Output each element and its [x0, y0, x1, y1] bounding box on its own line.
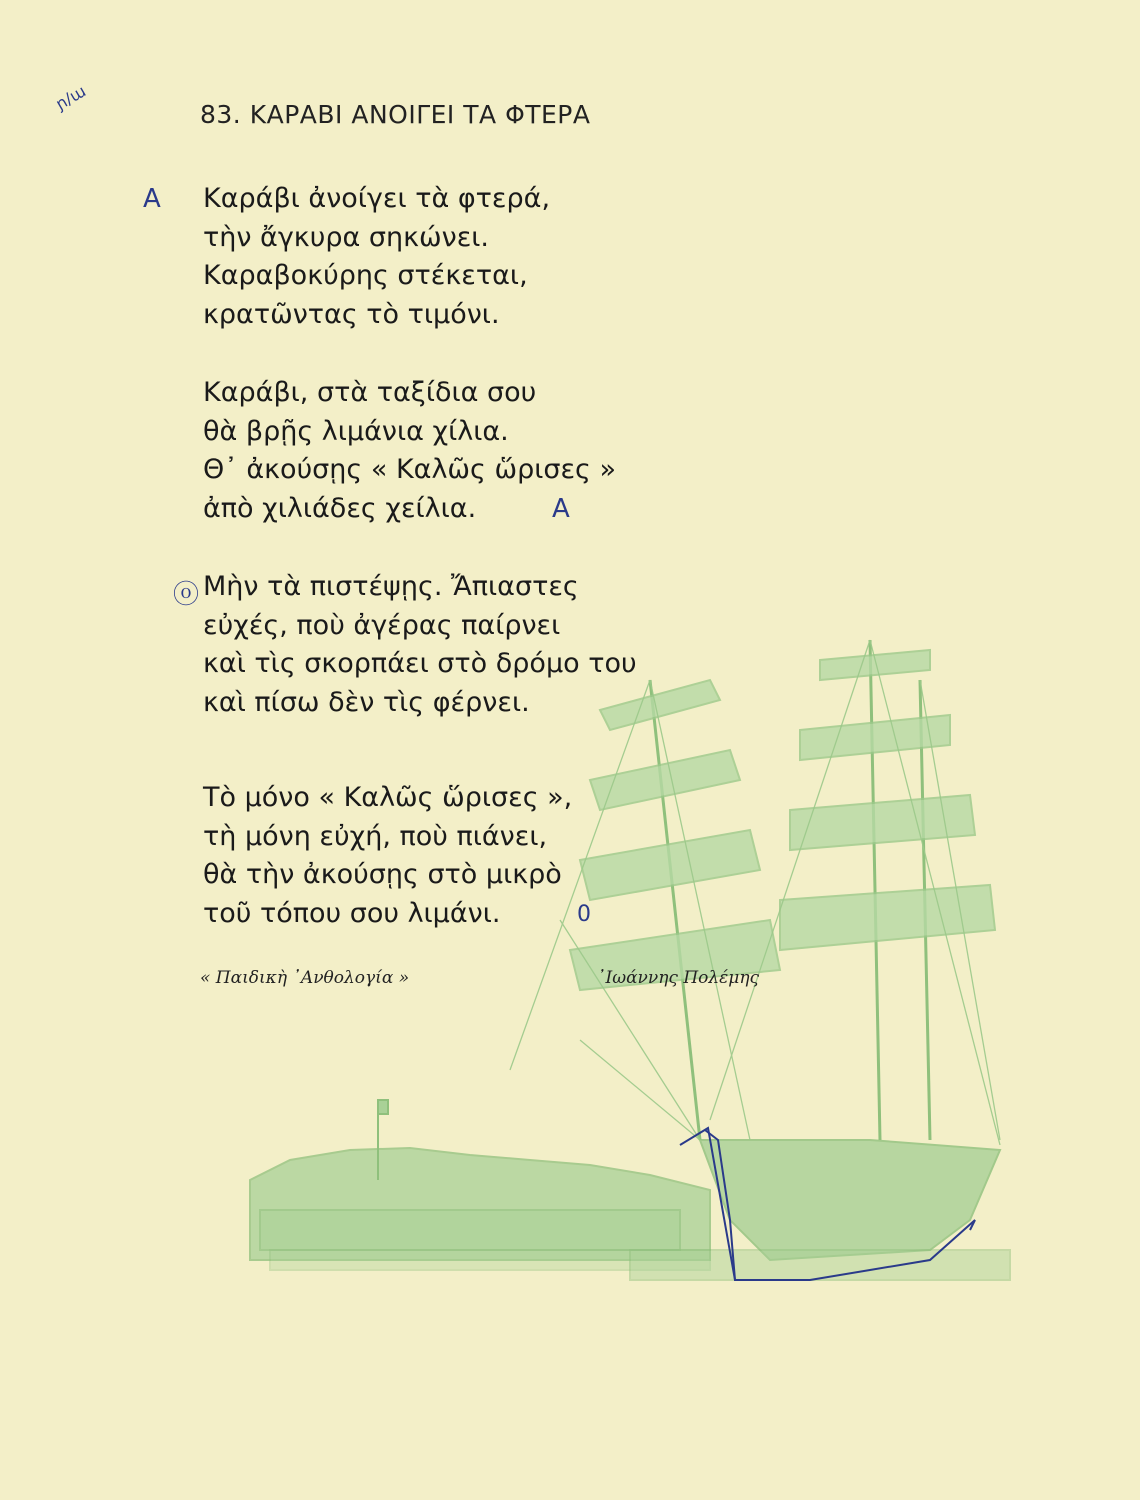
stanza-3 — [203, 568, 637, 722]
author-credit: ᾿Ιωάννης Πολέμης — [597, 968, 760, 988]
source-credit: « Παιδικὴ ᾿Ανθολογία » — [200, 968, 410, 988]
verse-line: Καράβι, στὰ ταξίδια σου — [203, 377, 537, 408]
verse-line: κρατῶντας τὸ τιμόνι. — [203, 298, 500, 330]
poem-title: 83. ΚΑΡΑΒΙ ΑΝΟΙΓΕΙ ΤΑ ΦΤΕΡΑ — [200, 100, 591, 129]
verse-line: Καραβοκύρης στέκεται, — [203, 260, 528, 291]
stanza-1 — [203, 180, 550, 334]
verse-line: Θ᾿ ἀκούσῃς « Καλῶς ὥρισες » — [203, 454, 617, 485]
bleed-through-texture — [790, 80, 1120, 128]
verse-line: καὶ πίσω δὲν τὶς φέρνει. — [203, 686, 530, 718]
handwritten-mark-a-2: A — [552, 494, 570, 524]
verse-line: θὰ τὴν ἀκούσῃς στὸ μικρὸ — [203, 859, 562, 890]
verse-line: Καράβι ἀνοίγει τὰ φτερά, — [203, 183, 551, 214]
verse-line: Τὸ μόνο « Καλῶς ὥρισες », — [203, 782, 573, 813]
verse-line: θὰ βρῇς λιμάνια χίλια. — [203, 415, 509, 447]
handwritten-mark-o-circled: ⓞ — [173, 580, 200, 610]
verse-line: τὴ μόνη εὐχή, ποὺ πιάνει, — [203, 820, 548, 852]
stanza-4 — [203, 779, 572, 933]
handwritten-mark-a: A — [143, 184, 161, 214]
verse-line: καὶ τὶς σκορπάει στὸ δρόμο του — [203, 648, 637, 679]
handwritten-mark-o: 0 — [577, 902, 591, 927]
verse-line: τοῦ τόπου σου λιμάνι. — [203, 897, 501, 929]
verse-line: τὴν ἄγκυρα σηκώνει. — [203, 221, 490, 253]
verse-line: εὐχές, ποὺ ἀγέρας παίρνει — [203, 609, 561, 641]
verse-line: ἀπὸ χιλιάδες χείλια. — [203, 492, 477, 524]
verse-line: Μὴν τὰ πιστέψῃς. Ἄπιαστες — [203, 571, 579, 602]
stanza-2 — [203, 374, 616, 528]
margin-scribble-icon: ɲ/ɯ — [52, 81, 89, 114]
